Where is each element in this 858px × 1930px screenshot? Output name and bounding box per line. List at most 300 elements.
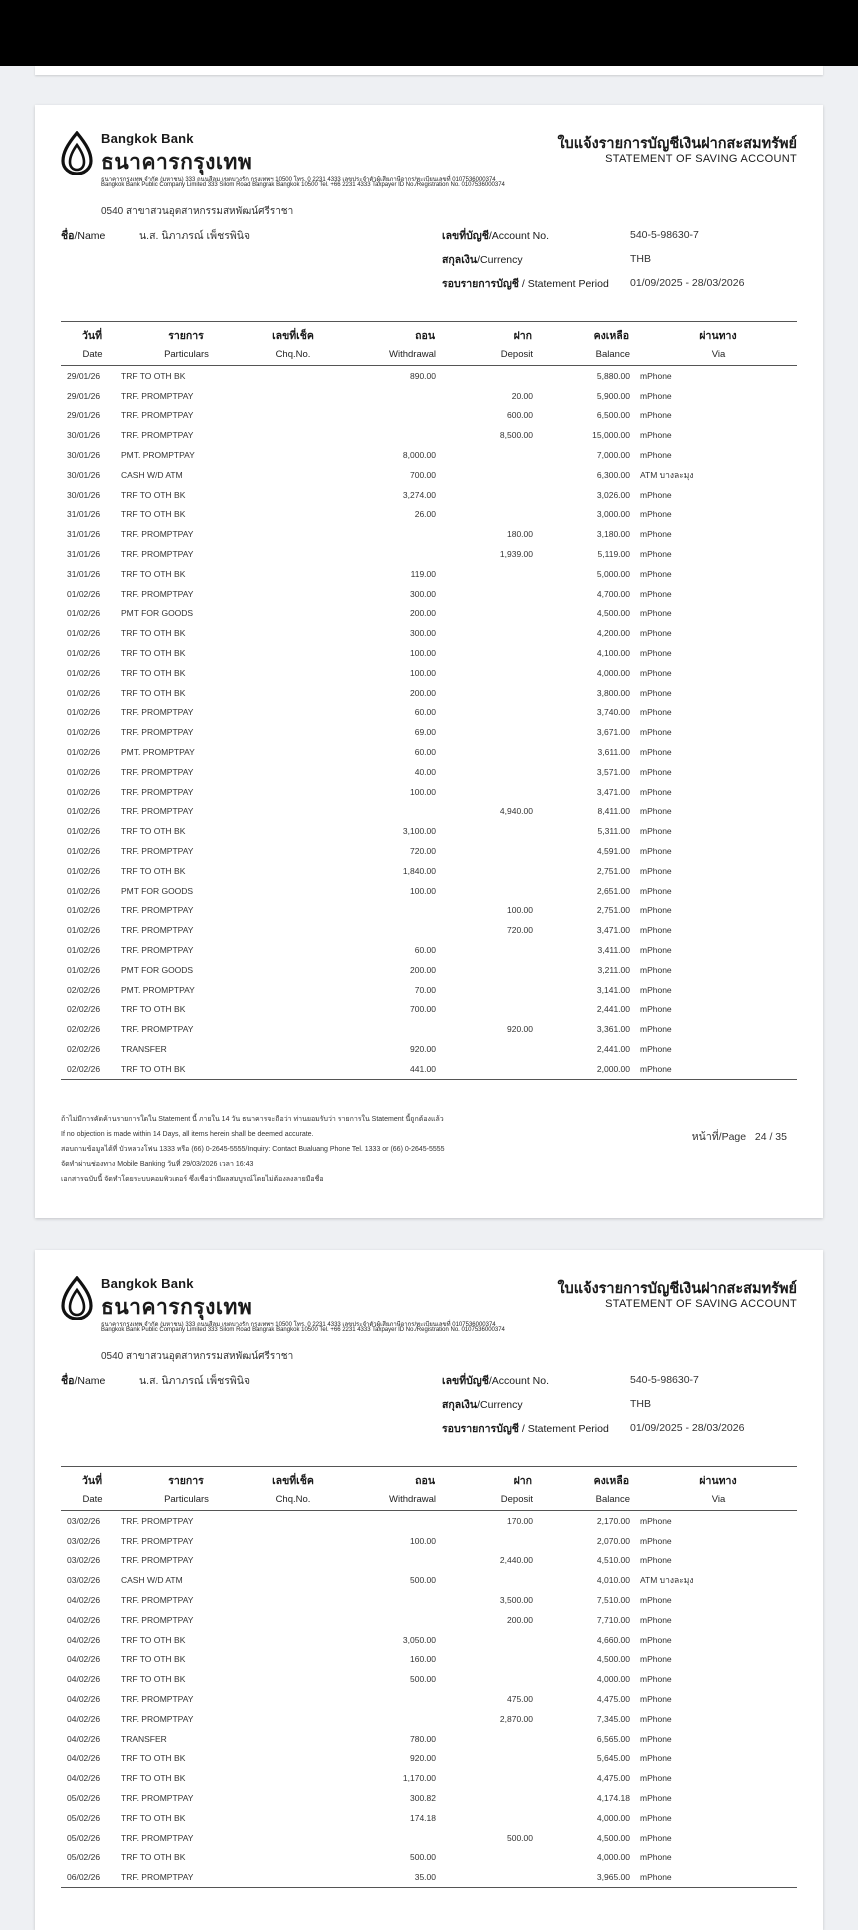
cell-deposit <box>436 505 533 525</box>
col-balance-th: คงเหลือ <box>533 1467 630 1491</box>
cell-date: 04/02/26 <box>67 1753 101 1764</box>
cell-date: 01/02/26 <box>67 648 101 659</box>
cell-via: mPhone <box>640 1793 672 1804</box>
account-no-label: เลขที่บัญชี/Account No. <box>442 230 549 242</box>
cell-balance: 4,000.00 <box>596 1674 630 1685</box>
branch-name: 0540 สาขาสวนอุตสาหกรรมสหพัฒน์ศรีราชา <box>101 206 294 217</box>
cell-deposit <box>436 861 533 881</box>
cell-withdrawal: 3,100.00 <box>402 826 436 837</box>
cell-particulars: TRF TO OTH BK <box>121 1753 186 1764</box>
cell-particulars: TRF TO OTH BK <box>118 1059 252 1079</box>
cell-withdrawal: 300.00 <box>410 588 436 599</box>
cell-particulars: TRF TO OTH BK <box>121 509 186 520</box>
previous-page-edge <box>35 66 823 75</box>
statement-footer-notes <box>61 1112 797 1187</box>
name-label: ชื่อ/Name <box>61 1375 106 1387</box>
cell-deposit <box>436 445 533 465</box>
cell-date: 01/02/26 <box>67 945 101 955</box>
cell-balance: 4,000.00 <box>596 1852 630 1863</box>
cell-balance: 4,700.00 <box>596 588 630 599</box>
cell-deposit <box>436 1650 533 1670</box>
cell-withdrawal: 920.00 <box>410 1753 436 1764</box>
cell-chq-no <box>252 663 334 683</box>
table-row <box>61 623 797 643</box>
cell-particulars: TRF TO OTH BK <box>121 648 186 659</box>
cell-deposit <box>436 782 533 802</box>
cell-via: mPhone <box>640 1753 672 1764</box>
cell-particulars: TRF. PROMPTPAY <box>121 727 194 738</box>
cell-chq-no <box>252 425 334 445</box>
table-row <box>61 386 797 406</box>
cell-particulars: TRF TO OTH BK <box>121 370 186 381</box>
col-deposit-en: Deposit <box>436 1490 533 1511</box>
table-row <box>61 1531 797 1551</box>
cell-via: mPhone <box>640 1634 672 1645</box>
cell-via: mPhone <box>640 667 672 678</box>
cell-chq-no <box>252 742 334 762</box>
cell-particulars: TRF. PROMPTPAY <box>121 410 194 421</box>
cell-particulars: TRANSFER <box>121 1043 167 1054</box>
table-row <box>61 445 797 465</box>
cell-withdrawal: 26.00 <box>414 509 436 520</box>
cell-withdrawal: 200.00 <box>410 608 436 619</box>
cell-date: 31/01/26 <box>67 568 101 579</box>
cell-date: 01/02/26 <box>67 766 101 777</box>
cell-deposit <box>436 1867 533 1887</box>
cell-withdrawal: 1,170.00 <box>402 1773 436 1784</box>
cell-via: mPhone <box>640 450 672 461</box>
statement-title-en: STATEMENT OF SAVING ACCOUNT <box>605 153 797 165</box>
cell-particulars: TRF. PROMPTPAY <box>121 707 194 718</box>
table-row <box>61 940 797 960</box>
cell-via: mPhone <box>640 786 672 797</box>
footer-note: เอกสารฉบับนี้ จัดทำโดยระบบคอมพิวเตอร์ ซึ่งเชื่อว่ามีผลสมบูรณ์โดยไม่ต้องลงลายมือชื่อ <box>61 1176 324 1183</box>
cell-withdrawal: 60.00 <box>414 707 436 718</box>
cell-date: 02/02/26 <box>67 1024 101 1035</box>
page-number <box>692 1128 787 1145</box>
currency-label: สกุลเงิน/Currency <box>442 1399 523 1411</box>
statement-title-en: STATEMENT OF SAVING ACCOUNT <box>605 1298 797 1310</box>
cell-chq-no <box>252 386 334 406</box>
cell-chq-no <box>252 505 334 525</box>
cell-date: 05/02/26 <box>67 1793 101 1804</box>
cell-balance: 8,411.00 <box>597 806 630 817</box>
cell-balance: 4,000.00 <box>596 1812 630 1823</box>
cell-withdrawal <box>334 524 436 544</box>
cell-date: 01/02/26 <box>67 786 101 797</box>
col-date-th: วันที่ <box>61 322 118 346</box>
cell-via: mPhone <box>640 529 672 540</box>
cell-balance: 3,471.00 <box>596 786 630 797</box>
table-row <box>61 1848 797 1868</box>
col-chq-th: เลขที่เช็ค <box>252 322 334 346</box>
col-particulars-th: รายการ <box>118 1467 252 1491</box>
cell-withdrawal <box>334 1551 436 1571</box>
bangkok-bank-lotus-logo-icon <box>61 1276 93 1320</box>
cell-chq-no <box>252 1709 334 1729</box>
cell-balance: 3,141.00 <box>596 984 630 995</box>
table-row <box>61 881 797 901</box>
cell-via: mPhone <box>640 588 672 599</box>
cell-via: mPhone <box>640 687 672 698</box>
cell-withdrawal <box>334 1610 436 1630</box>
table-row <box>61 980 797 1000</box>
cell-balance: 2,070.00 <box>596 1535 630 1546</box>
cell-via: mPhone <box>640 885 672 896</box>
cell-date: 04/02/26 <box>67 1654 101 1665</box>
cell-withdrawal <box>334 920 436 940</box>
cell-chq-no <box>252 445 334 465</box>
cell-balance: 7,510.00 <box>596 1595 630 1606</box>
table-row <box>61 1590 797 1610</box>
cell-withdrawal: 200.00 <box>410 687 436 698</box>
cell-deposit: 600.00 <box>507 410 533 421</box>
cell-deposit: 720.00 <box>507 925 533 936</box>
cell-balance: 3,180.00 <box>596 529 630 540</box>
cell-chq-no <box>252 980 334 1000</box>
bank-address-th: ธนาคารกรุงเทพ จำกัด (มหาชน) 333 ถนนสีลม เขตบางรัก กรุงเทพฯ 10500 โทร. 0 2231 4333 เลขประจำตัวผู้เสียภาษีอากร/ทะเบียนเลขที่ 0107536000374 <box>101 177 496 183</box>
cell-chq-no <box>252 1867 334 1887</box>
cell-deposit: 180.00 <box>507 529 533 540</box>
cell-particulars: TRF TO OTH BK <box>121 1674 186 1685</box>
cell-chq-no <box>252 1689 334 1709</box>
cell-chq-no <box>252 564 334 584</box>
cell-date: 31/01/26 <box>67 529 101 540</box>
cell-chq-no <box>252 584 334 604</box>
cell-withdrawal <box>334 1828 436 1848</box>
table-row <box>61 643 797 663</box>
cell-balance: 4,174.18 <box>596 1793 630 1804</box>
table-row <box>61 1709 797 1729</box>
cell-particulars: TRF. PROMPTPAY <box>121 1832 194 1843</box>
cell-via: mPhone <box>640 648 672 659</box>
bank-name-th: ธนาคารกรุงเทพ <box>101 150 253 174</box>
currency-label: สกุลเงิน/Currency <box>442 254 523 266</box>
cell-deposit <box>436 1531 533 1551</box>
col-particulars-th: รายการ <box>118 322 252 346</box>
cell-chq-no <box>252 960 334 980</box>
cell-particulars: TRF. PROMPTPAY <box>121 1555 194 1566</box>
cell-balance: 3,471.00 <box>596 925 630 936</box>
cell-via: mPhone <box>640 1614 672 1625</box>
cell-chq-no <box>252 1650 334 1670</box>
cell-deposit <box>436 1768 533 1788</box>
cell-chq-no <box>252 901 334 921</box>
cell-chq-no <box>252 1749 334 1769</box>
cell-deposit <box>436 604 533 624</box>
cell-balance: 4,475.00 <box>596 1694 630 1705</box>
cell-via: mPhone <box>640 747 672 758</box>
top-black-bar <box>0 0 858 66</box>
cell-date: 04/02/26 <box>67 1733 101 1744</box>
cell-deposit <box>436 1059 533 1079</box>
cell-chq-no <box>252 1511 334 1531</box>
bank-header <box>61 127 797 191</box>
transactions-table <box>61 1466 797 1888</box>
cell-balance: 2,751.00 <box>596 905 630 916</box>
table-row <box>61 1689 797 1709</box>
cell-particulars: TRF. PROMPTPAY <box>121 1515 194 1526</box>
table-row <box>61 802 797 822</box>
cell-date: 03/02/26 <box>67 1515 101 1526</box>
cell-balance: 3,361.00 <box>596 1024 630 1035</box>
cell-balance: 4,510.00 <box>596 1555 630 1566</box>
table-row <box>61 465 797 485</box>
cell-deposit <box>436 485 533 505</box>
cell-withdrawal <box>334 901 436 921</box>
cell-via: mPhone <box>630 1059 797 1079</box>
cell-via: mPhone <box>640 727 672 738</box>
cell-withdrawal: 3,274.00 <box>402 489 436 500</box>
cell-chq-no <box>252 1729 334 1749</box>
cell-balance: 7,710.00 <box>596 1614 630 1625</box>
cell-via: mPhone <box>640 628 672 639</box>
cell-balance: 3,026.00 <box>596 489 630 500</box>
cell-date: 01/02/26 <box>67 964 101 975</box>
cell-deposit <box>436 1669 533 1689</box>
cell-balance: 4,591.00 <box>596 846 630 857</box>
cell-particulars: TRF. PROMPTPAY <box>121 1713 194 1724</box>
table-row <box>61 742 797 762</box>
cell-date: 29/01/26 <box>67 370 101 381</box>
cell-withdrawal: 3,050.00 <box>402 1634 436 1645</box>
cell-particulars: TRF. PROMPTPAY <box>121 846 194 857</box>
cell-chq-no <box>252 1000 334 1020</box>
cell-via: mPhone <box>640 826 672 837</box>
cell-via: mPhone <box>640 925 672 936</box>
cell-chq-no <box>252 1630 334 1650</box>
cell-particulars: TRF. PROMPTPAY <box>121 1024 194 1035</box>
cell-balance: 2,441.00 <box>596 1004 630 1015</box>
cell-chq-no <box>252 762 334 782</box>
cell-balance: 7,000.00 <box>596 450 630 461</box>
cell-deposit <box>436 1749 533 1769</box>
cell-chq-no <box>252 1590 334 1610</box>
col-via-th: ผ่านทาง <box>630 1467 797 1491</box>
cell-date: 01/02/26 <box>67 727 101 738</box>
table-row <box>61 1511 797 1531</box>
cell-particulars: PMT FOR GOODS <box>121 608 194 619</box>
cell-particulars: CASH W/D ATM <box>121 469 183 480</box>
table-row <box>61 1749 797 1769</box>
cell-particulars: TRF TO OTH BK <box>121 1812 186 1823</box>
cell-balance: 4,100.00 <box>596 648 630 659</box>
cell-withdrawal: 100.00 <box>410 667 436 678</box>
page-number-value: 24 / 35 <box>754 1131 787 1143</box>
col-withdrawal-en: Withdrawal <box>334 345 436 366</box>
col-deposit-th: ฝาก <box>436 1467 533 1491</box>
cell-deposit: 1,939.00 <box>499 549 533 560</box>
cell-deposit <box>436 1630 533 1650</box>
col-via-en: Via <box>630 1490 797 1511</box>
cell-balance: 4,500.00 <box>596 608 630 619</box>
cell-particulars: TRF. PROMPTPAY <box>121 786 194 797</box>
cell-particulars: TRF TO OTH BK <box>121 865 186 876</box>
bank-address-th: ธนาคารกรุงเทพ จำกัด (มหาชน) 333 ถนนสีลม เขตบางรัก กรุงเทพฯ 10500 โทร. 0 2231 4333 เลขประจำตัวผู้เสียภาษีอากร/ทะเบียนเลขที่ 0107536000374 <box>101 1322 496 1328</box>
cell-date: 02/02/26 <box>61 1059 118 1079</box>
cell-withdrawal <box>334 1511 436 1531</box>
cell-deposit <box>436 960 533 980</box>
cell-date: 01/02/26 <box>67 885 101 896</box>
cell-via: mPhone <box>640 1733 672 1744</box>
cell-via: mPhone <box>640 390 672 401</box>
cell-withdrawal: 500.00 <box>410 1674 436 1685</box>
cell-deposit <box>436 1729 533 1749</box>
cell-chq-no <box>252 841 334 861</box>
cell-deposit <box>436 683 533 703</box>
cell-date: 01/02/26 <box>67 707 101 718</box>
currency-value: THB <box>630 253 651 265</box>
cell-deposit <box>436 1848 533 1868</box>
cell-balance: 3,740.00 <box>596 707 630 718</box>
cell-particulars: CASH W/D ATM <box>121 1575 183 1586</box>
page-content <box>61 127 797 1183</box>
cell-via: mPhone <box>640 1535 672 1546</box>
col-chq-en: Chq.No. <box>252 1490 334 1511</box>
table-row <box>61 960 797 980</box>
cell-chq-no <box>252 861 334 881</box>
cell-balance: 3,965.00 <box>533 1867 630 1887</box>
cell-balance: 4,000.00 <box>596 667 630 678</box>
cell-chq-no <box>252 1669 334 1689</box>
cell-date: 01/02/26 <box>67 806 101 817</box>
cell-chq-no <box>252 802 334 822</box>
col-chq-th: เลขที่เช็ค <box>252 1467 334 1491</box>
cell-deposit <box>436 722 533 742</box>
cell-date: 30/01/26 <box>67 430 101 441</box>
cell-particulars: TRF. PROMPTPAY <box>121 1535 194 1546</box>
cell-deposit <box>436 881 533 901</box>
cell-date: 04/02/26 <box>67 1713 101 1724</box>
table-row <box>61 584 797 604</box>
cell-withdrawal: 160.00 <box>410 1654 436 1665</box>
cell-balance: 2,000.00 <box>533 1059 630 1079</box>
cell-balance: 4,500.00 <box>596 1654 630 1665</box>
cell-withdrawal: 40.00 <box>414 766 436 777</box>
cell-chq-no <box>252 920 334 940</box>
cell-particulars: PMT. PROMPTPAY <box>121 984 195 995</box>
cell-balance: 3,611.00 <box>597 747 630 758</box>
cell-deposit: 500.00 <box>507 1832 533 1843</box>
statement-period-value: 01/09/2025 - 28/03/2026 <box>630 1422 745 1434</box>
table-row <box>61 524 797 544</box>
table-row <box>61 406 797 426</box>
col-particulars-en: Particulars <box>118 345 252 366</box>
cell-via: mPhone <box>640 1694 672 1705</box>
table-row <box>61 485 797 505</box>
table-row <box>61 920 797 940</box>
cell-balance: 4,200.00 <box>596 628 630 639</box>
cell-withdrawal: 100.00 <box>410 786 436 797</box>
cell-date: 01/02/26 <box>67 687 101 698</box>
account-holder-name: น.ส. นิภาภรณ์ เพ็ชรพินิจ <box>139 230 251 242</box>
cell-balance: 5,900.00 <box>596 390 630 401</box>
col-date-en: Date <box>61 1490 118 1511</box>
account-holder-name: น.ส. นิภาภรณ์ เพ็ชรพินิจ <box>139 1375 251 1387</box>
cell-balance: 4,660.00 <box>596 1634 630 1645</box>
cell-particulars: TRF. PROMPTPAY <box>121 1793 194 1804</box>
cell-balance: 2,651.00 <box>596 885 630 896</box>
cell-chq-no <box>252 643 334 663</box>
cell-withdrawal: 35.00 <box>334 1867 436 1887</box>
account-no-value: 540-5-98630-7 <box>630 1374 699 1386</box>
cell-particulars: TRF. PROMPTPAY <box>121 806 194 817</box>
col-date-th: วันที่ <box>61 1467 118 1491</box>
cell-withdrawal <box>334 544 436 564</box>
cell-balance: 2,170.00 <box>596 1515 630 1526</box>
table-row <box>61 663 797 683</box>
cell-chq-no <box>252 1808 334 1828</box>
cell-deposit <box>436 1788 533 1808</box>
cell-particulars: TRF. PROMPTPAY <box>121 1694 194 1705</box>
cell-chq-no <box>252 366 334 386</box>
cell-balance: 5,645.00 <box>596 1753 630 1764</box>
table-row <box>61 1039 797 1059</box>
col-withdrawal-th: ถอน <box>334 322 436 346</box>
cell-balance: 7,345.00 <box>596 1713 630 1724</box>
cell-via: mPhone <box>640 410 672 421</box>
cell-particulars: TRF. PROMPTPAY <box>121 529 194 540</box>
cell-date: 29/01/26 <box>67 390 101 401</box>
cell-withdrawal: 100.00 <box>410 1535 436 1546</box>
cell-date: 01/02/26 <box>67 905 101 916</box>
table-row <box>61 544 797 564</box>
cell-via: mPhone <box>640 509 672 520</box>
cell-withdrawal: 300.00 <box>410 628 436 639</box>
account-info <box>61 1372 797 1442</box>
page-number-label: หน้าที่/Page <box>691 1131 747 1143</box>
cell-particulars: PMT. PROMPTPAY <box>121 450 195 461</box>
cell-withdrawal <box>334 802 436 822</box>
cell-withdrawal: 100.00 <box>410 648 436 659</box>
table-row <box>61 1000 797 1020</box>
table-row <box>61 722 797 742</box>
cell-via: mPhone <box>640 1713 672 1724</box>
cell-chq-no <box>252 1828 334 1848</box>
bangkok-bank-lotus-logo-icon <box>61 131 93 175</box>
cell-date: 31/01/26 <box>67 509 101 520</box>
cell-particulars: TRF. PROMPTPAY <box>121 945 194 955</box>
table-row <box>61 1867 797 1887</box>
cell-chq-no <box>252 1768 334 1788</box>
cell-deposit: 100.00 <box>507 905 533 916</box>
cell-withdrawal: 700.00 <box>410 469 436 480</box>
cell-via: mPhone <box>640 568 672 579</box>
statement-title-th: ใบแจ้งรายการบัญชีเงินฝากสะสมทรัพย์ <box>557 136 797 152</box>
name-label: ชื่อ/Name <box>61 230 106 242</box>
cell-via: mPhone <box>640 846 672 857</box>
cell-via: mPhone <box>640 905 672 916</box>
cell-balance: 2,751.00 <box>596 865 630 876</box>
table-row <box>61 1788 797 1808</box>
cell-date: 03/02/26 <box>67 1555 101 1566</box>
cell-particulars: PMT FOR GOODS <box>121 964 194 975</box>
cell-via: mPhone <box>640 430 672 441</box>
cell-chq-no <box>252 1531 334 1551</box>
cell-particulars: TRF. PROMPTPAY <box>121 766 194 777</box>
cell-balance: 3,671.00 <box>596 727 630 738</box>
cell-particulars: TRANSFER <box>121 1733 167 1744</box>
cell-particulars: TRF TO OTH BK <box>121 687 186 698</box>
cell-via: mPhone <box>640 1515 672 1526</box>
cell-chq-no <box>252 881 334 901</box>
cell-chq-no <box>252 1848 334 1868</box>
cell-date: 01/02/26 <box>67 846 101 857</box>
currency-value: THB <box>630 1398 651 1410</box>
table-row <box>61 1551 797 1571</box>
col-date-en: Date <box>61 345 118 366</box>
table-row <box>61 762 797 782</box>
